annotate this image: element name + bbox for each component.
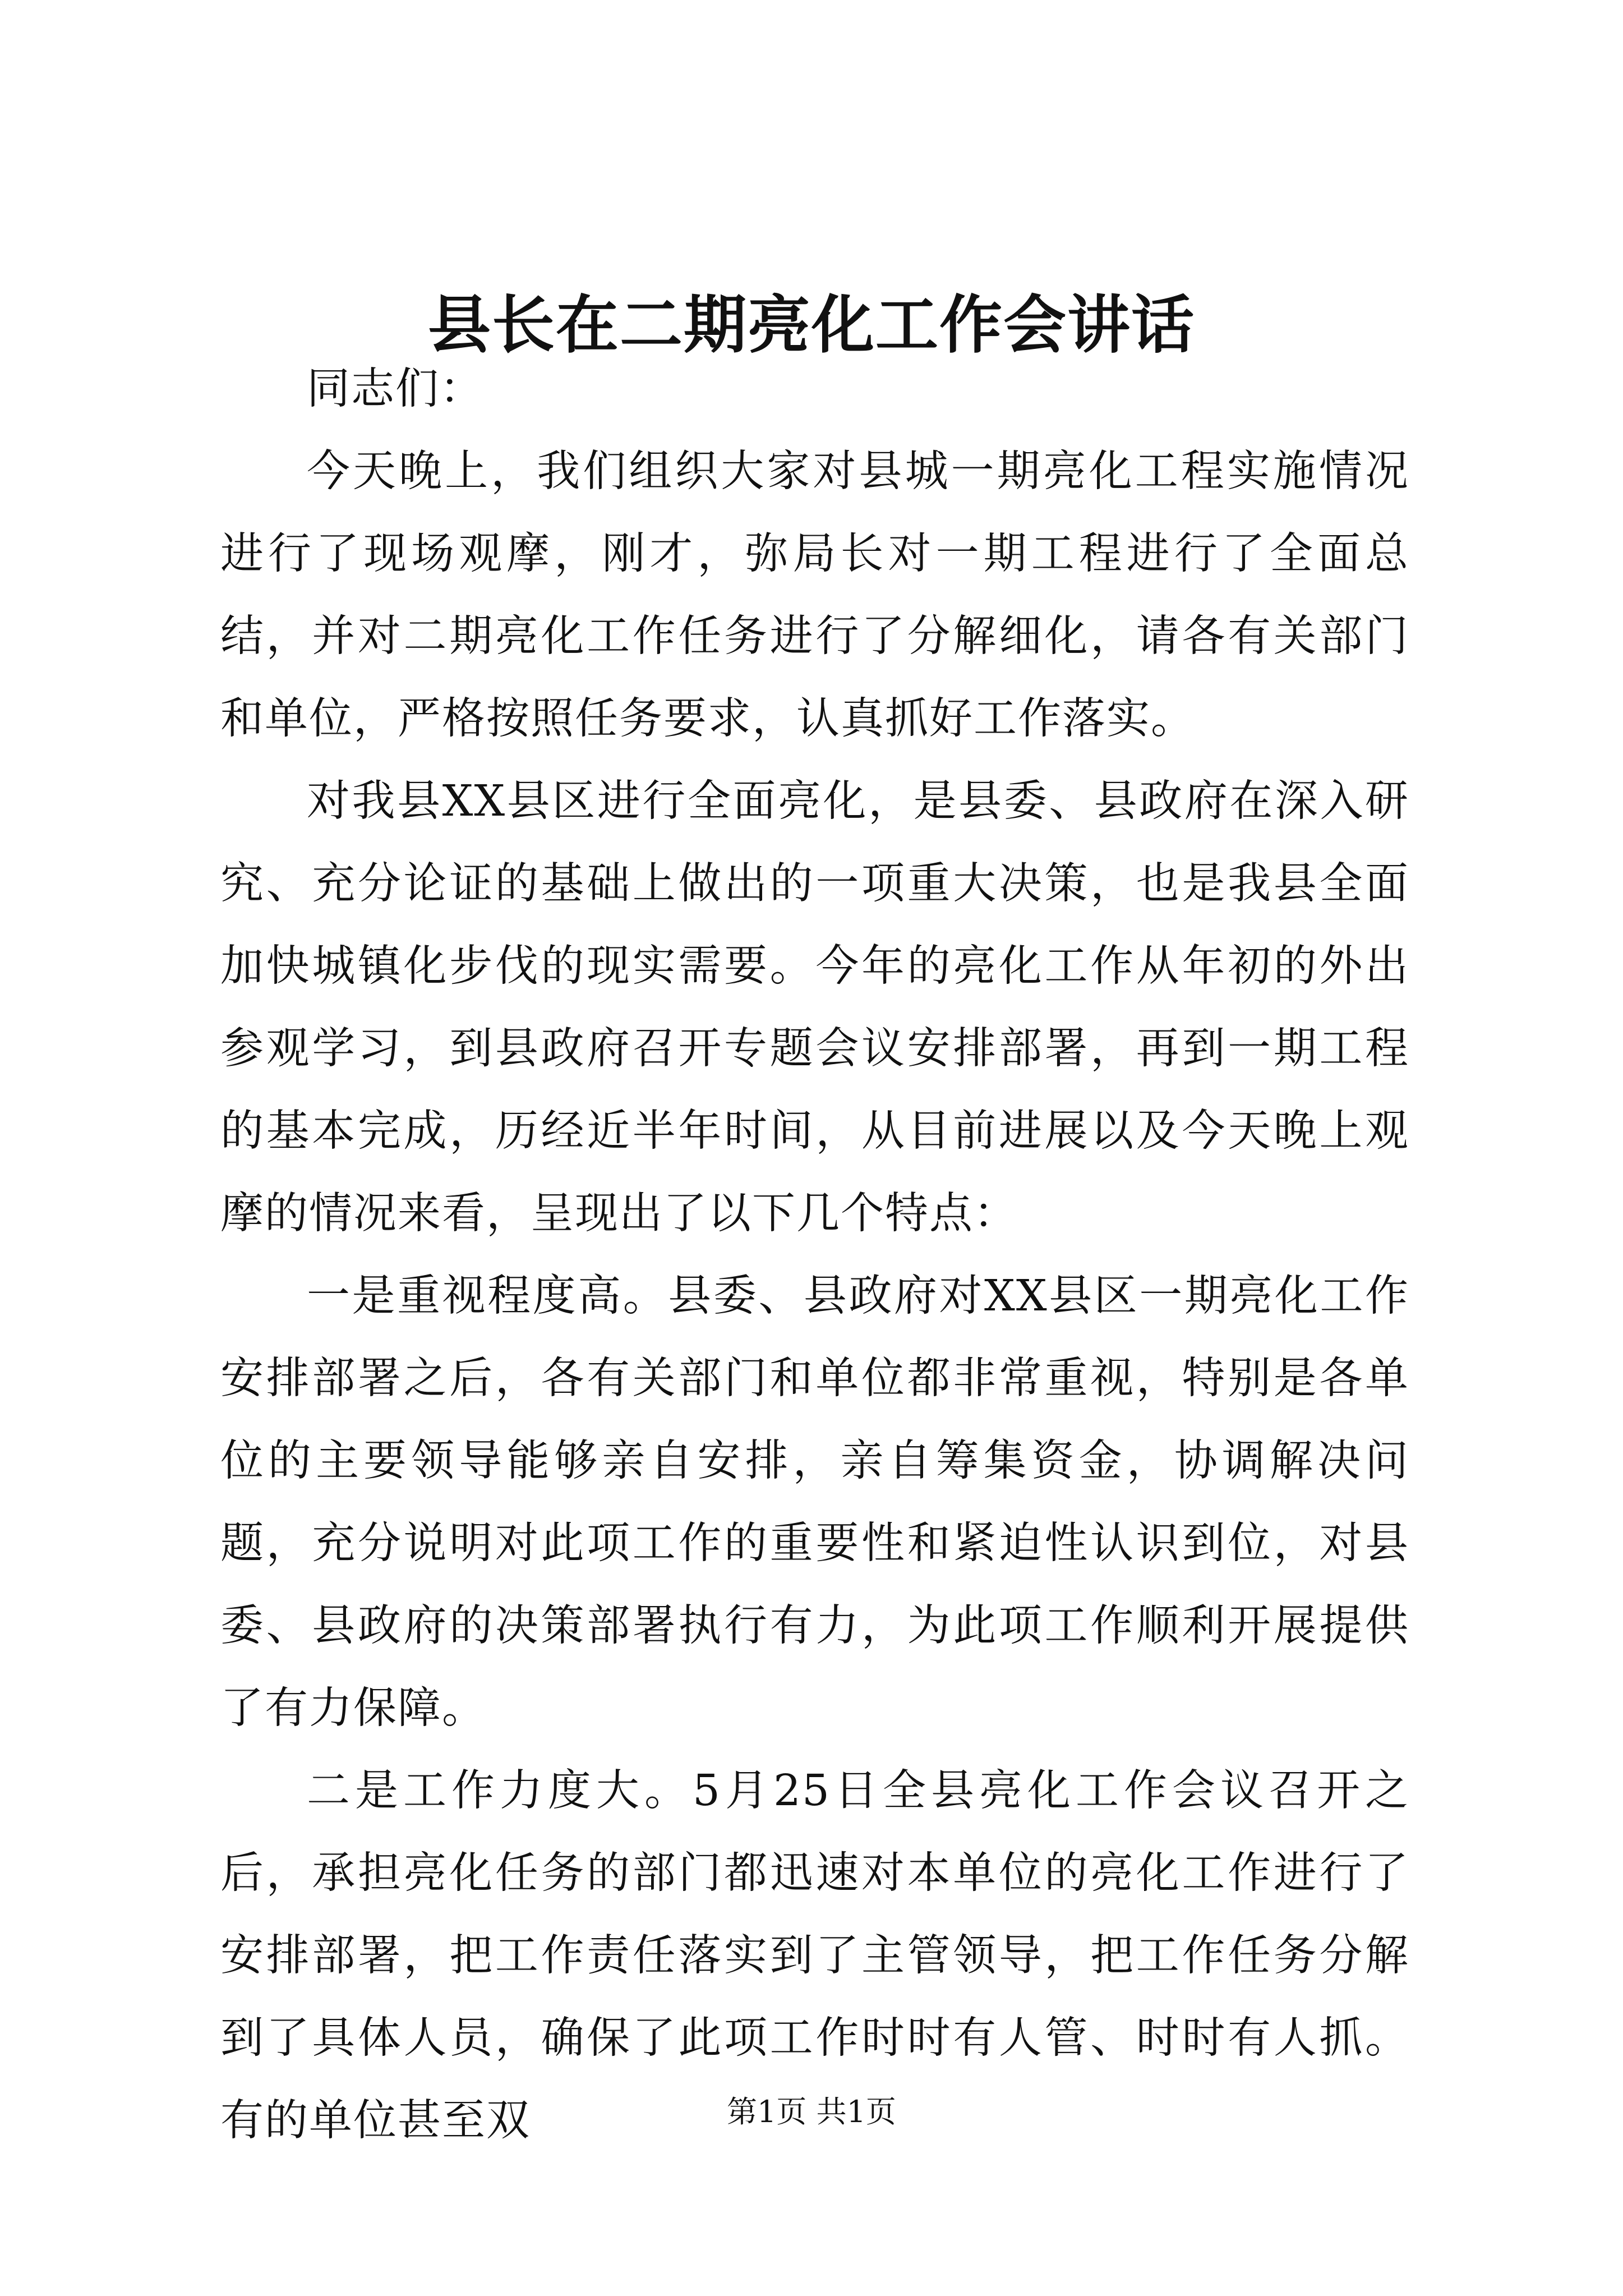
paragraph-3: 一是重视程度高。县委、县政府对XX县区一期亮化工作安排部署之后，各有关部门和单位都非常重视，特别是各单位的主要领导能够亲自安排，亲自筹集资金，协调解决问题，充分说明对此项工作的重要性和紧迫性认识到位，对县委、县政府的决策部署执行有力，为此项工作顺利开展提供了有力保障。 [220,1271,1409,1733]
salutation: 同志们： [307,364,484,414]
paragraph-4: 二是工作力度大。5月25日全县亮化工作会议召开之后，承担亮化任务的部门都迅速对本单位的亮化工作进行了安排部署，把工作责任落实到了主管领导，把工作任务分解到了具体人员，确保了此项工作时时有人管、时时有人抓。有的单位甚至双 [220,1766,1409,2146]
document-body [220,348,1409,2162]
paragraph-2: 对我县XX县区进行全面亮化，是县委、县政府在深入研究、充分论证的基础上做出的一项重大决策，也是我县全面加快城镇化步伐的现实需要。今年的亮化工作从年初的外出参观学习，到县政府召开专题会议安排部署，再到一期工程的基本完成，历经近半年时间，从目前进展以及今天晚上观摩的情况来看，呈现出了以下几个特点： [220,776,1409,1239]
page-footer: 第1页 共1页 [727,2094,896,2129]
document-title: 县长在二期亮化工作会讲话 [428,288,1195,362]
paragraph-1: 今天晚上，我们组织大家对县城一期亮化工程实施情况进行了现场观摩，刚才，弥局长对一期工程进行了全面总结，并对二期亮化工作任务进行了分解细化，请各有关部门和单位，严格按照任务要求，认真抓好工作落实。 [220,447,1409,744]
